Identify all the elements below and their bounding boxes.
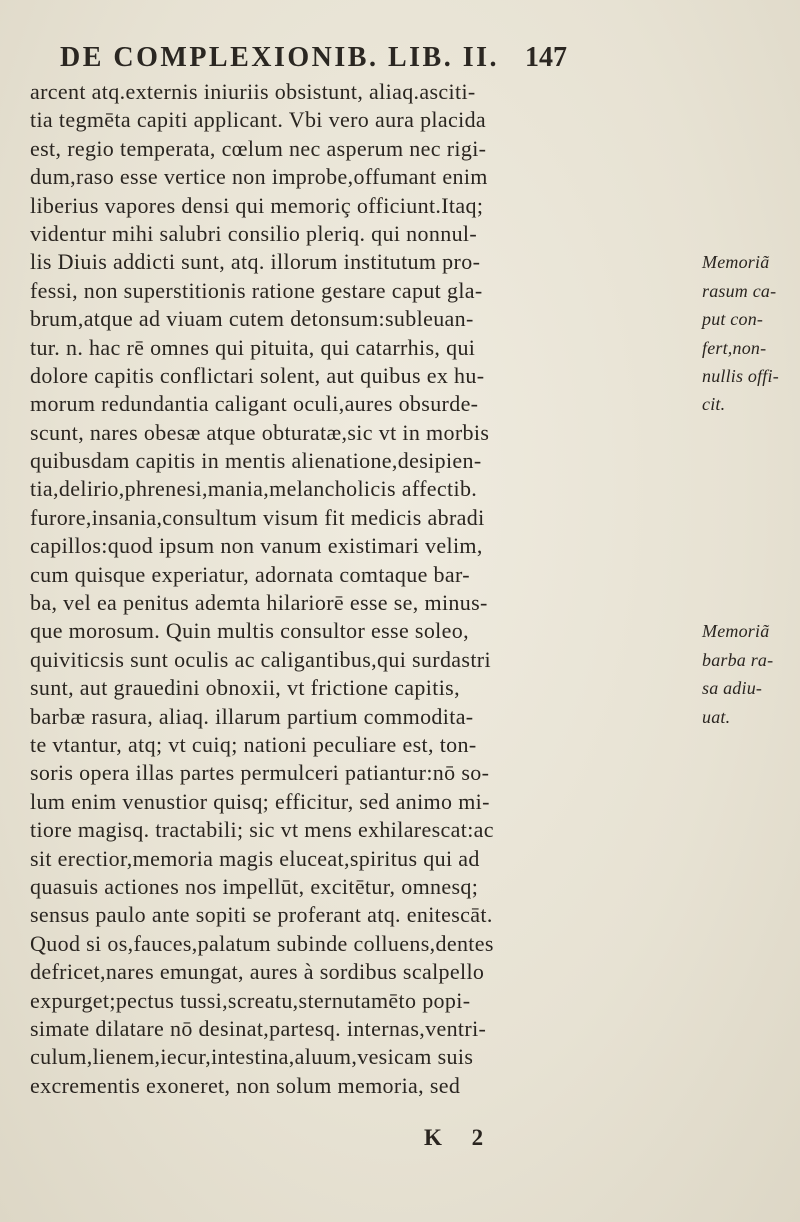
line-text: est, regio temperata, cœlum nec asperum nec rigi- (30, 135, 487, 161)
text-line (30, 390, 790, 418)
line-text: capillos:quod ipsum non vanum existimari velim, (30, 533, 483, 559)
text-line (30, 447, 790, 475)
line-text: culum,lienem,iecur,intestina,aluum,vesicam suis (30, 1044, 474, 1070)
text-line (30, 192, 790, 220)
text-line (30, 362, 790, 390)
line-text: sit erectior,memoria magis eluceat,spiritus qui ad (30, 845, 480, 871)
line-text: dolore capitis conflictari solent, aut quibus ex hu- (30, 362, 485, 388)
line-text: arcent atq.externis iniuriis obsistunt, aliaq.asciti- (30, 79, 476, 104)
text-line (30, 475, 790, 503)
line-text: Quod si os,fauces,palatum subinde colluens,dentes (30, 930, 494, 956)
marginal-note: uat. (702, 706, 731, 727)
line-text: quasuis actiones nos impellūt, excitētur, omnesq; (30, 873, 479, 899)
line-text: lis Diuis addicti sunt, atq. illorum institutum pro- (30, 249, 481, 275)
line-text: furore,insania,consultum visum fit medicis abradi (30, 504, 485, 530)
text-line (30, 845, 790, 873)
marginal-note: nullis offi- (702, 365, 779, 386)
text-line (30, 901, 790, 929)
line-text: tur. n. hac rē omnes qui pituita, qui catarrhis, qui (30, 334, 476, 360)
line-text: excrementis exoneret, non solum memoria, sed (30, 1072, 461, 1098)
text-line (30, 1072, 790, 1100)
running-header (60, 42, 670, 74)
line-text: simate dilatare nō desinat,partesq. internas,ventri- (30, 1015, 487, 1041)
line-text: liberius vapores densi qui memoriç officiunt.Itaq; (30, 192, 484, 218)
text-line (30, 78, 790, 106)
running-title: DE COMPLEXIONIB. LIB. II. (60, 42, 500, 73)
line-text: lum enim venustior quisq; efficitur, sed animo mi- (30, 788, 490, 814)
text-line (30, 589, 790, 617)
text-line (30, 987, 790, 1015)
line-text: scunt, nares obesæ atque obturatæ,sic vt in morbis (30, 419, 490, 445)
text-line (30, 277, 790, 305)
text-line (30, 220, 790, 248)
text-line (30, 1015, 790, 1043)
line-text: cum quisque experiatur, adornata comtaque bar- (30, 561, 470, 587)
line-text: tia tegmēta capiti applicant. Vbi vero aura placida (30, 107, 487, 133)
line-text: videntur mihi salubri consilio pleriq. qui nonnul- (30, 220, 478, 246)
signature-mark: K 2 (424, 1125, 496, 1150)
line-text: sensus paulo ante sopiti se proferant atq. enitescāt. (30, 902, 493, 928)
line-text: fessi, non superstitionis ratione gestare caput gla- (30, 277, 483, 303)
line-text: que morosum. Quin multis consultor esse soleo, (30, 618, 469, 644)
text-line (30, 646, 790, 674)
text-line (30, 532, 790, 560)
marginal-note: cit. (702, 394, 726, 415)
marginal-note: Memoriã (702, 252, 770, 273)
text-line (30, 106, 790, 134)
line-text: tia,delirio,phrenesi,mania,melancholicis affectib. (30, 476, 478, 502)
text-line (30, 731, 790, 759)
text-line (30, 419, 790, 447)
text-line (30, 930, 790, 958)
text-line (30, 504, 790, 532)
marginal-note: rasum ca- (702, 280, 777, 301)
text-line (30, 334, 790, 362)
body-text (30, 78, 790, 1100)
line-text: ba, vel ea penitus ademta hilariorē esse se, minus- (30, 590, 488, 616)
line-text: quiviticsis sunt oculis ac caligantibus,qui surdastri (30, 646, 491, 672)
text-line (30, 1043, 790, 1071)
text-line (30, 816, 790, 844)
line-text: te vtantur, atq; vt cuiq; nationi peculiare est, ton- (30, 731, 477, 757)
text-line (30, 248, 790, 276)
text-line (30, 163, 790, 191)
text-line (30, 958, 790, 986)
text-line (30, 674, 790, 702)
marginal-note: Memoriã (702, 621, 770, 642)
line-text: tiore magisq. tractabili; sic vt mens exhilarescat:ac (30, 817, 494, 843)
text-line (30, 759, 790, 787)
marginal-note: put con- (702, 309, 764, 330)
line-text: soris opera illas partes permulceri patiantur:nō so- (30, 760, 490, 786)
marginal-note: barba ra- (702, 649, 774, 670)
line-text: brum,atque ad viuam cutem detonsum:subleuan- (30, 306, 474, 332)
line-text: expurget;pectus tussi,screatu,sternutamēto popi- (30, 987, 471, 1013)
line-text: dum,raso esse vertice non improbe,offumant enim (30, 164, 488, 190)
text-line (30, 561, 790, 589)
text-line (30, 788, 790, 816)
marginal-note: fert,non- (702, 337, 767, 358)
text-line (30, 305, 790, 333)
marginal-note: sa adiu- (702, 678, 763, 699)
page-number: 147 (525, 42, 568, 73)
text-line (30, 703, 790, 731)
text-line (30, 617, 790, 645)
line-text: sunt, aut grauedini obnoxii, vt frictione capitis, (30, 675, 460, 701)
line-text: quibusdam capitis in mentis alienatione,desipien- (30, 448, 482, 474)
text-line (30, 873, 790, 901)
line-text: morum redundantia caligant oculi,aures obsurde- (30, 391, 479, 417)
text-line (30, 135, 790, 163)
line-text: barbæ rasura, aliaq. illarum partium commodita- (30, 703, 474, 729)
line-text: defricet,nares emungat, aures à sordibus scalpello (30, 959, 485, 985)
